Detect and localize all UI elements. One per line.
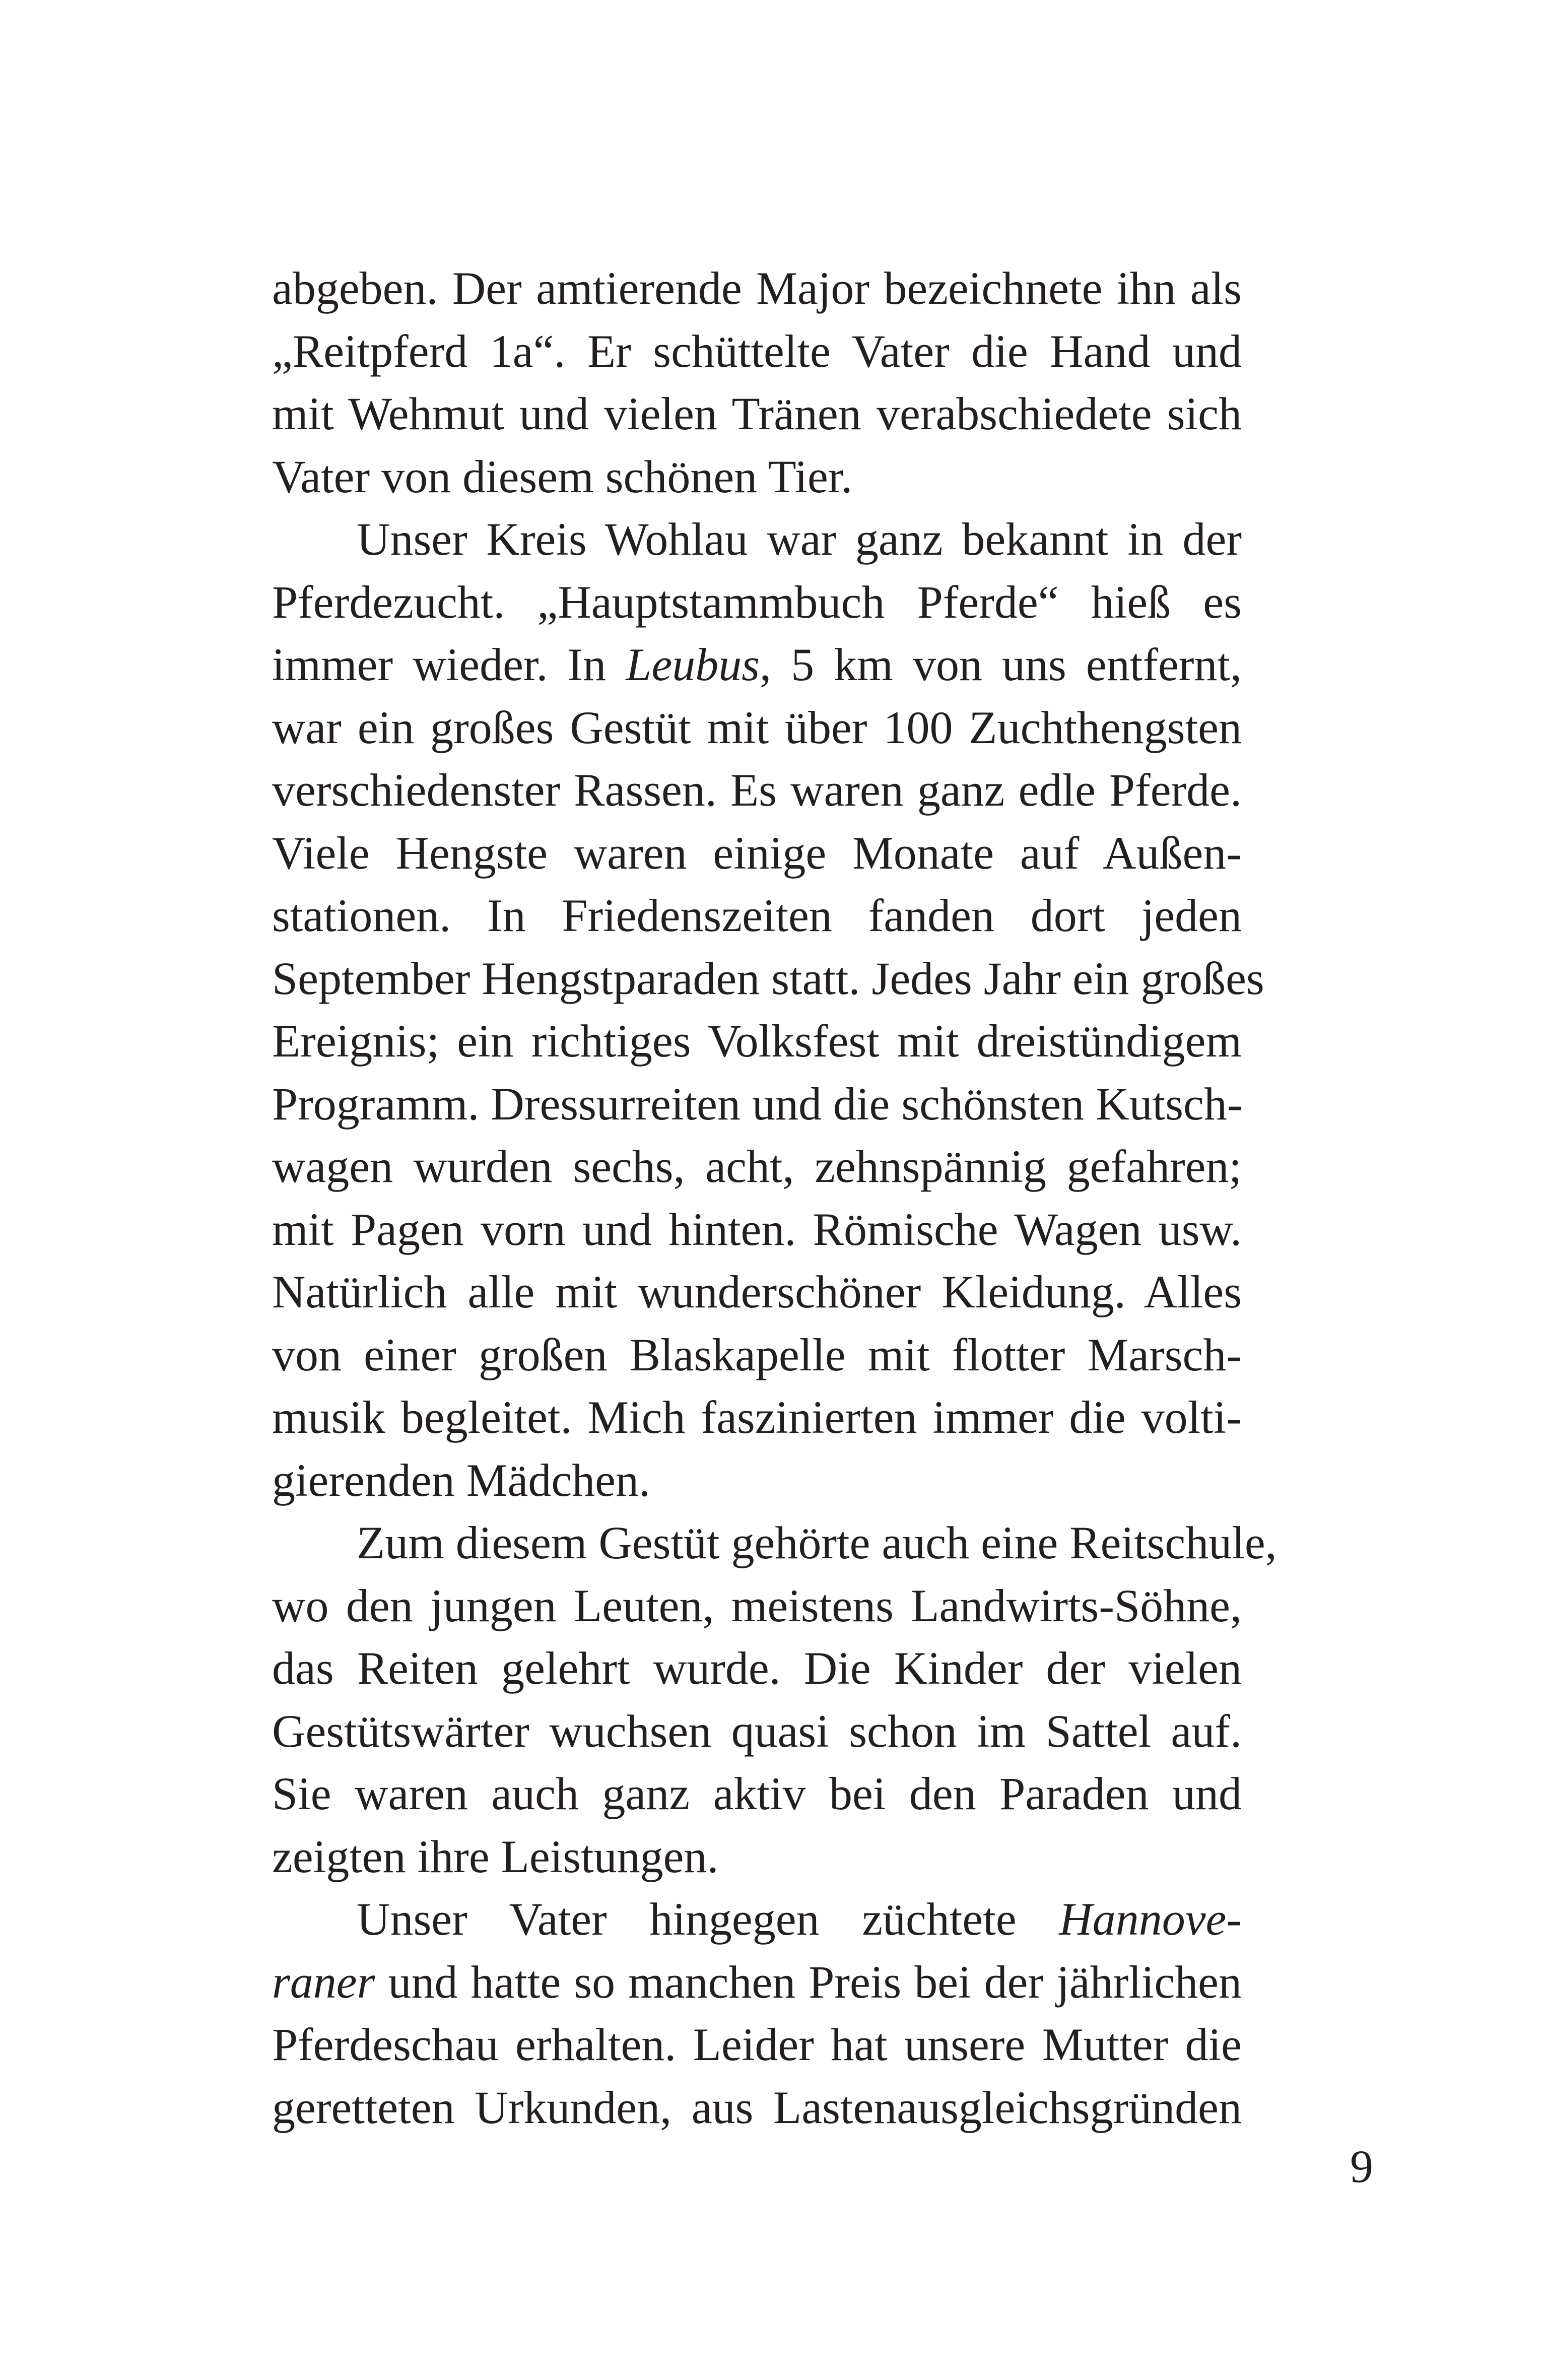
- body-text: [272, 257, 1277, 2139]
- text-line: mit Pagen vorn und hinten. Römische Wagen usw.: [272, 1203, 1242, 1255]
- text-line: Natürlich alle mit wunderschöner Kleidung. Alles: [272, 1266, 1242, 1317]
- text-line: Pferdeschau erhalten. Leider hat unsere Mutter die: [272, 2019, 1242, 2070]
- text-line: Ereignis; ein richtiges Volksfest mit dreistündigem: [272, 1015, 1242, 1067]
- text-line: zeigten ihre Leistungen.: [272, 1830, 719, 1882]
- text-line: Viele Hengste waren einige Monate auf Außen-: [272, 827, 1242, 879]
- text-line: musik begleitet. Mich faszinierten immer die volti-: [272, 1392, 1242, 1443]
- paragraph: [272, 257, 1242, 508]
- paragraph: [272, 508, 1264, 1511]
- text-line: raner und hatte so manchen Preis bei der jährlichen: [272, 1956, 1242, 2008]
- text-line: mit Wehmut und vielen Tränen verabschiedete sich: [272, 388, 1242, 439]
- text-line: wo den jungen Leuten, meistens Landwirts-Söhne,: [272, 1579, 1242, 1631]
- text-line: von einer großen Blaskapelle mit flotter Marsch-: [272, 1329, 1242, 1380]
- text-line: Zum diesem Gestüt gehörte auch eine Reitschule,: [357, 1517, 1277, 1568]
- text-line: abgeben. Der amtierende Major bezeichnete ihn als: [272, 262, 1242, 314]
- text-line: verschiedenster Rassen. Es waren ganz edle Pferde.: [272, 764, 1242, 816]
- text-line: „Reitpferd 1a“. Er schüttelte Vater die Hand und: [272, 325, 1242, 377]
- text-line: immer wieder. In Leubus, 5 km von uns entfernt,: [272, 639, 1242, 690]
- text-line: geretteten Urkunden, aus Lastenausgleichsgründen: [272, 2081, 1242, 2133]
- text-line: Unser Vater hingegen züchtete Hannove-: [357, 1893, 1242, 1945]
- paragraph: [272, 1888, 1242, 2139]
- text-line: das Reiten gelehrt wurde. Die Kinder der vielen: [272, 1642, 1242, 1694]
- text-line: September Hengstparaden statt. Jedes Jahr ein großes: [272, 952, 1264, 1004]
- text-line: gierenden Mädchen.: [272, 1454, 651, 1506]
- text-line: Programm. Dressurreiten und die schönsten Kutsch-: [272, 1078, 1243, 1130]
- text-line: stationen. In Friedenszeiten fanden dort jeden: [272, 890, 1242, 941]
- text-line: wagen wurden sechs, acht, zehnspännig gefahren;: [272, 1141, 1242, 1192]
- text-line: Vater von diesem schönen Tier.: [272, 450, 853, 502]
- text-line: Unser Kreis Wohlau war ganz bekannt in der: [357, 513, 1242, 565]
- text-line: war ein großes Gestüt mit über 100 Zuchthengsten: [272, 701, 1242, 753]
- text-line: Pferdezucht. „Hauptstammbuch Pferde“ hieß es: [272, 576, 1242, 628]
- text-line: Gestütswärter wuchsen quasi schon im Sattel auf.: [272, 1705, 1242, 1757]
- text-line: Sie waren auch ganz aktiv bei den Paraden und: [272, 1768, 1242, 1819]
- page-number: 9: [1350, 2141, 1373, 2192]
- paragraph: [272, 1511, 1277, 1888]
